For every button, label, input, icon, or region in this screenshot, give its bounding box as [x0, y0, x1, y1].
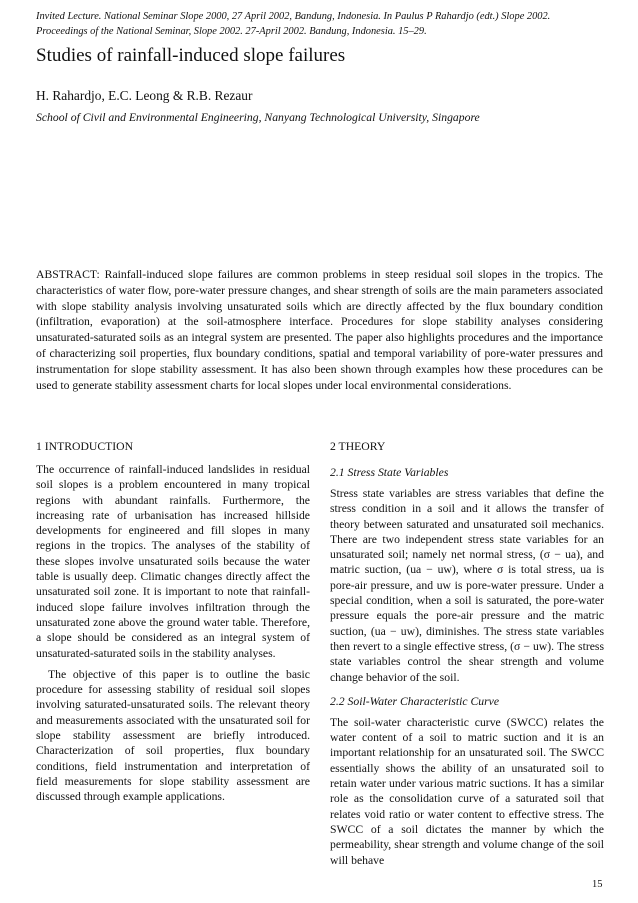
affiliation: School of Civil and Environmental Engineering, Nanyang Technological University, Singapore — [36, 111, 480, 124]
subsection-heading-stress-state: 2.1 Stress State Variables — [330, 466, 449, 479]
header-line-2: Proceedings of the National Seminar, Slope 2002. 27-April 2002. Bandung, Indonesia. 15–29. — [36, 25, 427, 37]
left-column — [36, 440, 310, 805]
section-heading-introduction: 1 INTRODUCTION — [36, 440, 134, 453]
subsection-heading-swcc: 2.2 Soil-Water Characteristic Curve — [330, 694, 500, 708]
paper-title: Studies of rainfall-induced slope failures — [36, 45, 346, 66]
abstract: ABSTRACT: Rainfall-induced slope failures are common problems in steep residual soil slopes in the tropics. The characteristics of water flow, pore-water pressure changes, and shear strength of soils are the main parameters associated with slope stability analysis involving unsaturated soils which are directly affected by the flux boundary condition (infiltration, evaporation) at the soil-atmosphere interface. Procedures for slope stability analyses considering unsaturated-saturated soils as an integral system are presented. The paper also highlights procedures and the importance of characterizing soil properties, flux boundary conditions, spatial and temporal variability of pore-water pressures and instrumentation for slope stability assessment. It has also been shown through examples how these procedures can be used to generate stability assessment charts for local slopes under local environmental considerations. — [36, 268, 603, 392]
page-number: 15 — [592, 879, 603, 890]
header-line-1: Invited Lecture. National Seminar Slope 2000, 27 April 2002, Bandung, Indonesia. In Paulus P Rahardjo (edt.) Slope 2002. — [36, 11, 551, 22]
stress-state-paragraph: Stress state variables are stress variables that define the stress condition in a soil and it allows the transfer of theory between saturated and unsaturated soil mechanics. There are two independent stress state variables for an unsaturated soil; namely net normal stress, (σ − ua), and matric suction, (ua − uw), where σ is total stress, ua is pore-air pressure, and uw is pore-water pressure. Under a special condition, when a soil is saturated, the pore-water pressure equals the pore-air pressure and the matric suction, (ua − uw), diminishes. The stress state variables then revert to a single effective stress, (σ − uw). The stress state variables control the shear strength and volume change behavior of the soil. — [330, 487, 604, 684]
section-heading-theory: 2 THEORY — [330, 440, 386, 453]
right-column — [330, 440, 604, 868]
swcc-paragraph: The soil-water characteristic curve (SWCC) relates the water content of a soil to matric suction and it is an important relationship for an unsaturated soil. The SWCC essentially shows the ability of an unsaturated soil to retain water under various matric suctions. It has a similar role as the consolidation curve of a saturated soil that relates void ratio or water content to effective stress. The SWCC of a soil dictates the manner by which the permeability, shear strength and volume change of the soil will behave — [330, 715, 604, 867]
running-header — [36, 10, 606, 39]
introduction-paragraph-1: The occurrence of rainfall-induced landslides in residual soil slopes is a problem encountered in many tropical regions with abundant rainfalls. Furthermore, the increasing rate of urbanisation has increased hillside developments for engineered and fill slopes in many regions in the tropics. The analyses of the stability of these slopes involve unsaturated soils because the water table is usually deep. Climatic changes directly affect the unsaturated soil zone. It is important to note that rainfall-induced slope failure involves infiltration through the unsaturated zone above the ground water table. Therefore, a slope should be considered as an integral system of unsaturated-saturated soils in the stability analyses. — [36, 463, 310, 660]
introduction-paragraph-2: The objective of this paper is to outline the basic procedure for assessing stability of residual soil slopes involving saturated-unsaturated soils. The relevant theory and measurements associated with the unsaturated soil for slope stability assessment are briefly introduced. Characterization of soil properties, flux boundary conditions, field instrumentation and interpretation of field measurements for slope stability assessment are discussed through example applications. — [36, 667, 310, 804]
author-list: H. Rahardjo, E.C. Leong & R.B. Rezaur — [36, 88, 253, 103]
